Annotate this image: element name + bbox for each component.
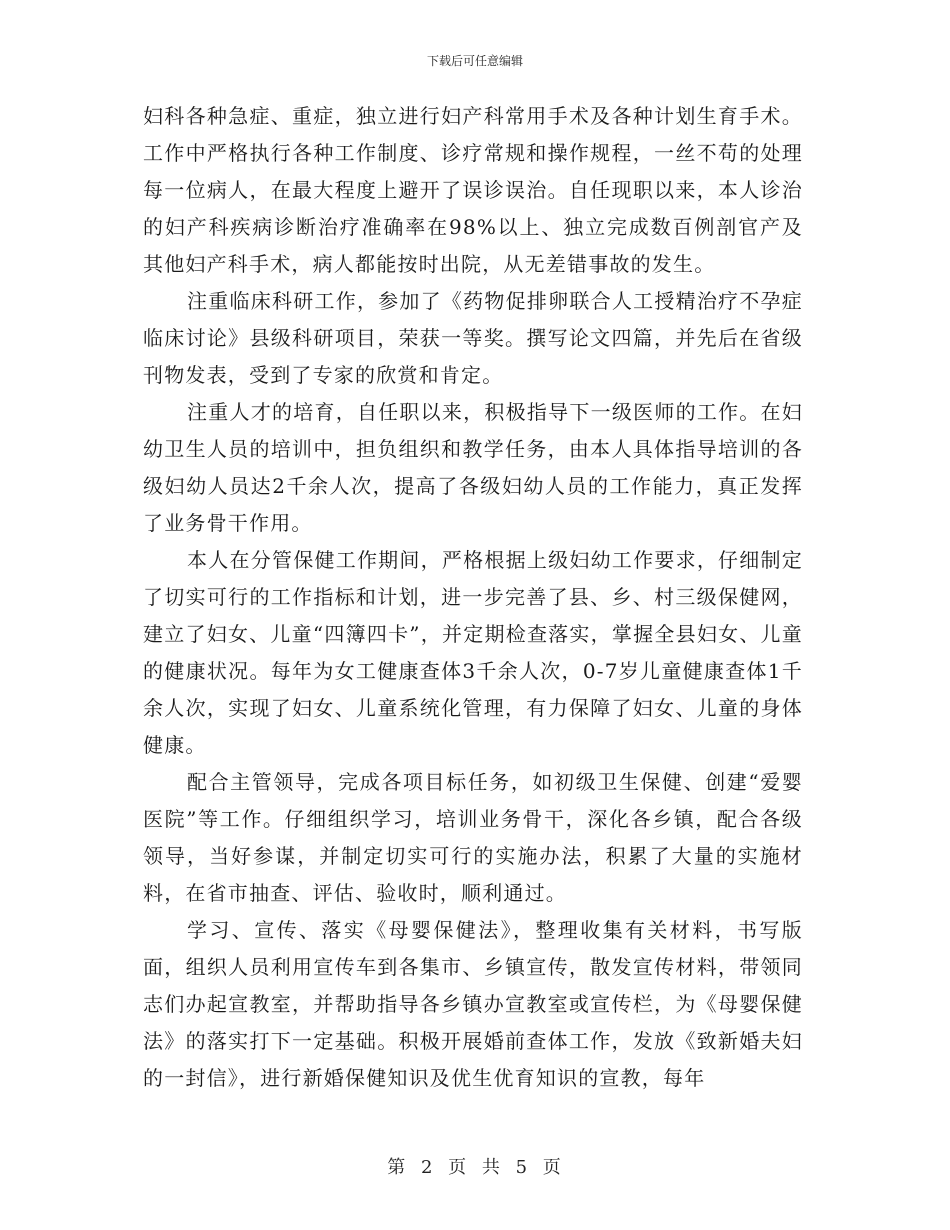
page-header: 下载后可任意编辑 (426, 54, 523, 68)
paragraph-2: 注重临床科研工作，参加了《药物促排卵联合人工授精治疗不孕症临床讨论》县级科研项目，荣获一等奖。撰写论文四篇，并先后在省级刊物发表，受到了专家的欣赏和肯定。 (143, 289, 803, 387)
page-number: 第 2 页 共 5 页 (387, 1157, 563, 1178)
document-body (143, 98, 803, 1097)
paragraph-6: 学习、宣传、落实《母婴保健法》，整理收集有关材料，书写版面，组织人员利用宣传车到各集市、乡镇宣传，散发宣传材料，带领同志们办起宣教室，并帮助指导各乡镇办宣教室或宣传栏，为《母婴保健法》的落实打下一定基础。积极开展婚前查体工作，发放《致新婚夫妇的一封信》，进行新婚保健知识及优生优育知识的宣教，每年 (143, 918, 803, 1090)
paragraph-4: 本人在分管保健工作期间，严格根据上级妇幼工作要求，仔细制定了切实可行的工作指标和计划，进一步完善了县、乡、村三级保健网，建立了妇女、儿童“四簿四卡”，并定期检查落实，掌握全县妇女、儿童的健康状况。每年为女工健康查体3千余人次，0-7岁儿童健康查体1千余人次，实现了妇女、儿童系统化管理，有力保障了妇女、儿童的身体健康。 (143, 548, 803, 757)
paragraph-1: 妇科各种急症、重症，独立进行妇产科常用手术及各种计划生育手术。工作中严格执行各种工作制度、诊疗常规和操作规程，一丝不苟的处理每一位病人，在最大程度上避开了误诊误治。自任现职以来，本人诊治的妇产科疾病诊断治疗准确率在98%以上、独立完成数百例剖官产及其他妇产科手术，病人都能按时出院，从无差错事故的发生。 (143, 104, 803, 276)
paragraph-5: 配合主管领导，完成各项目标任务，如初级卫生保健、创建“爱婴医院”等工作。仔细组织学习，培训业务骨干，深化各乡镇，配合各级领导，当好参谋，并制定切实可行的实施办法，积累了大量的实施材料，在省市抽查、评估、验收时，顺利通过。 (143, 770, 803, 905)
paragraph-3: 注重人才的培育，自任职以来，积极指导下一级医师的工作。在妇幼卫生人员的培训中，担负组织和教学任务，由本人具体指导培训的各级妇幼人员达2千余人次，提高了各级妇幼人员的工作能力，真正发挥了业务骨干作用。 (143, 400, 803, 535)
